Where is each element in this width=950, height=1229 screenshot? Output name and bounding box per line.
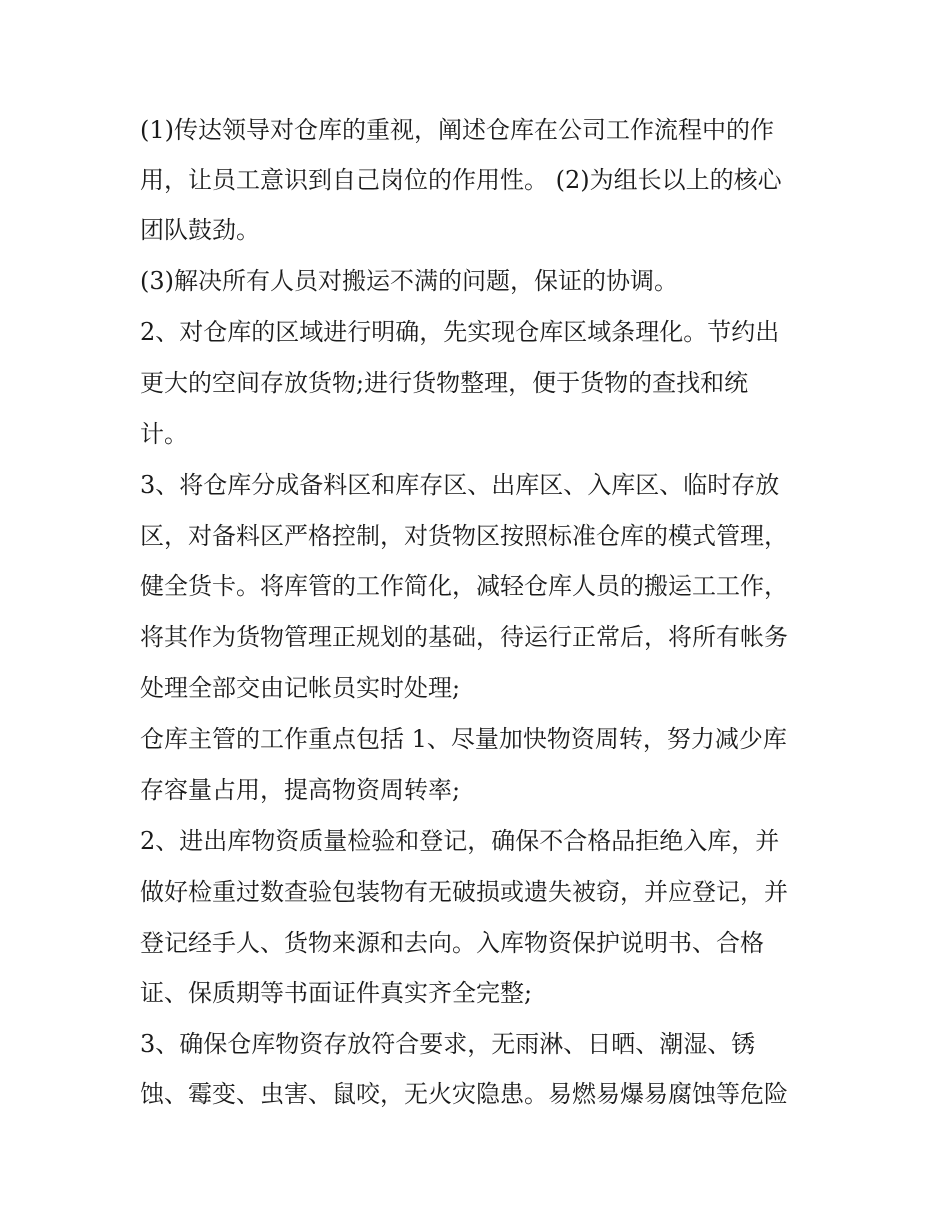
text-line: 团队鼓劲。 xyxy=(140,216,260,244)
text-line: 2、对仓库的区域进行明确，先实现仓库区域条理化。节约出 xyxy=(140,318,780,346)
text-line: 仓库主管的工作重点包括 1、尽量加快物资周转，努力减少库 xyxy=(140,725,787,753)
text-line: 将其作为货物管理正规划的基础，待运行正常后，将所有帐务 xyxy=(140,623,788,651)
text-line: 2、进出库物资质量检验和登记，确保不合格品拒绝入库，并 xyxy=(140,827,780,855)
text-line: 区，对备料区严格控制，对货物区按照标准仓库的模式管理， xyxy=(140,522,788,550)
text-line: 3、确保仓库物资存放符合要求，无雨淋、日晒、潮湿、锈 xyxy=(140,1030,756,1058)
text-line: 登记经手人、货物来源和去向。入库物资保护说明书、合格 xyxy=(140,929,764,957)
text-line: 健全货卡。将库管的工作简化，减轻仓库人员的搬运工工作， xyxy=(140,572,788,600)
text-line: 计。 xyxy=(140,420,188,448)
text-line: (1)传达领导对仓库的重视，阐述仓库在公司工作流程中的作 xyxy=(140,116,774,144)
text-line: 做好检重过数查验包装物有无破损或遗失被窃，并应登记，并 xyxy=(140,878,788,906)
text-line: 蚀、霉变、虫害、鼠咬，无火灾隐患。易燃易爆易腐蚀等危险 xyxy=(140,1080,788,1108)
text-line: 证、保质期等书面证件真实齐全完整; xyxy=(140,979,533,1007)
text-line: 存容量占用，提高物资周转率; xyxy=(140,776,461,804)
text-line: 3、将仓库分成备料区和库存区、出库区、入库区、临时存放 xyxy=(140,471,780,499)
text-line: 更大的空间存放货物;进行货物整理，便于货物的查找和统 xyxy=(140,369,749,397)
text-line: 处理全部交由记帐员实时处理; xyxy=(140,674,461,702)
text-line: 用，让员工意识到自己岗位的作用性。 (2)为组长以上的核心 xyxy=(140,166,782,194)
text-line: (3)解决所有人员对搬运不满的问题，保证的协调。 xyxy=(140,267,678,295)
